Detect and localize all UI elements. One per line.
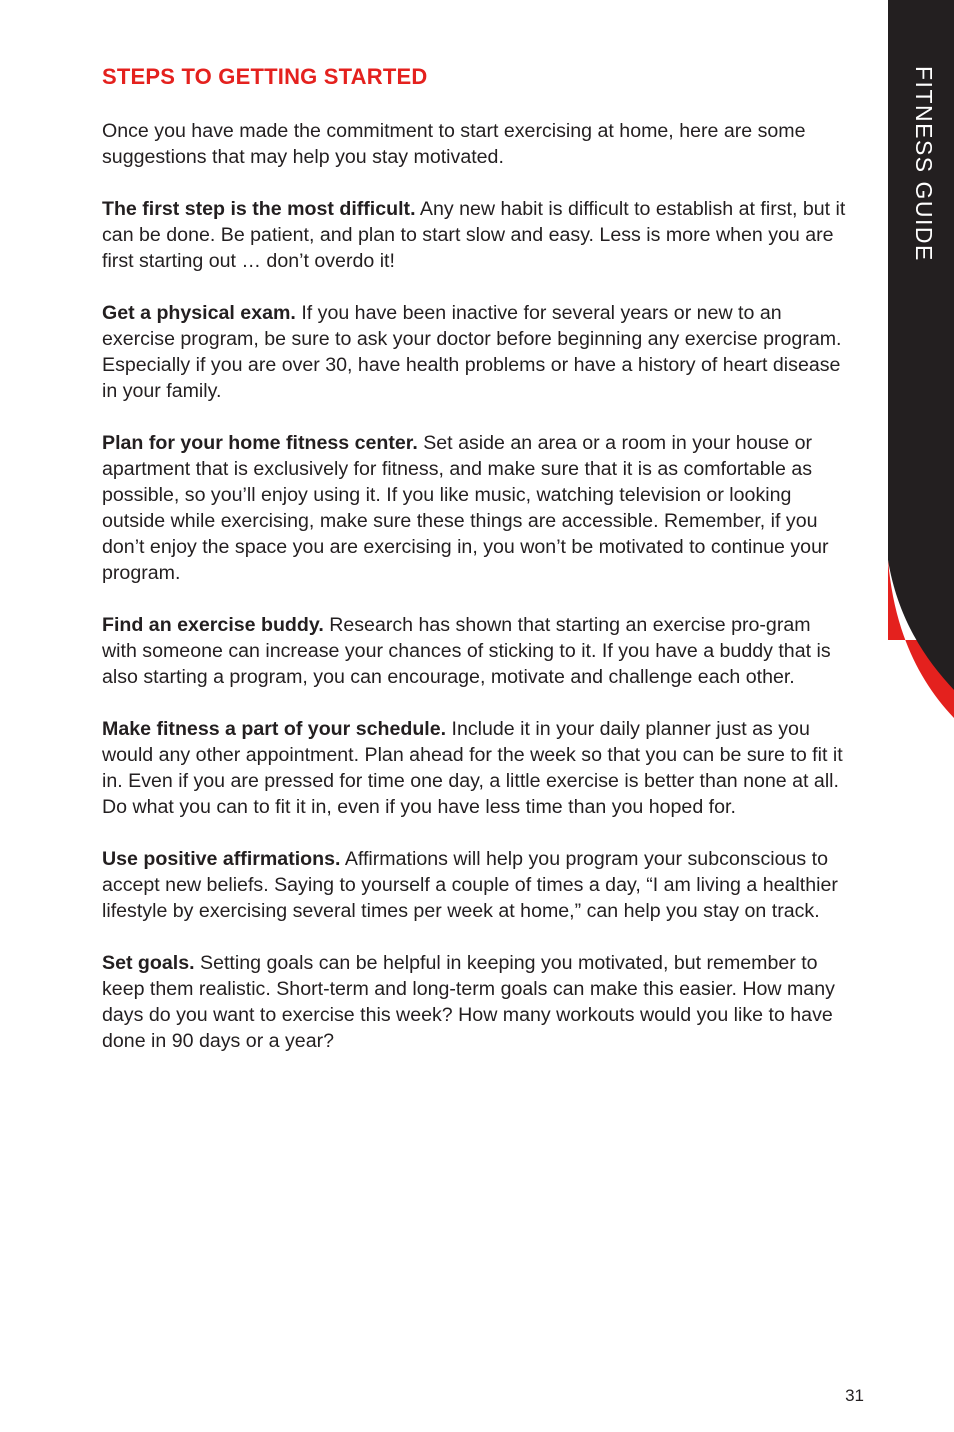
- section-side-tab: [888, 0, 954, 720]
- section-affirmations: [102, 846, 847, 924]
- section-body: Any new habit is difficult to establish at first, but it can be done. Be patient, and plan to start slow and easy. Less is more when you are first starting out … don’t overdo it!: [102, 198, 846, 272]
- section-body: Include it in your daily planner just as you would any other appointment. Plan ahead for the week so that you can be sure to fit it in. Even if you are pressed for time one day, a little exercise is better than none at all. Do what you can to fit it in, even if you have less time than you hoped for.: [102, 718, 843, 818]
- section-lead: Make fitness a part of your schedule.: [102, 718, 447, 740]
- section-body: Affirmations will help you program your subconscious to accept new beliefs. Saying to yourself a couple of times a day, “I am living a healthier lifestyle by exercising several times per week at home,” can help you stay on track.: [102, 848, 838, 922]
- section-exercise-buddy: [102, 612, 847, 690]
- section-body: If you have been inactive for several years or new to an exercise program, be sure to ask your doctor before beginning any exercise program. Especially if you are over 30, have health problems or have a history of heart disease in your family.: [102, 302, 842, 402]
- section-lead: Find an exercise buddy.: [102, 614, 324, 636]
- section-lead: Use positive affirmations.: [102, 848, 341, 870]
- section-physical-exam: [102, 300, 847, 404]
- page-heading: STEPS TO GETTING STARTED: [102, 64, 428, 89]
- section-first-step: [102, 196, 847, 274]
- section-home-fitness-center: [102, 430, 847, 586]
- main-content: [102, 62, 847, 1080]
- section-body: Setting goals can be helpful in keeping you motivated, but remember to keep them realistic. Short-term and long-term goals can make this easier. How many days do you want to exercise this week? How many workouts would you like to have done in 90 days or a year?: [102, 952, 835, 1052]
- section-lead: The first step is the most difficult.: [102, 198, 416, 220]
- intro-paragraph: Once you have made the commitment to start exercising at home, here are some suggestions that may help you stay motivated.: [102, 120, 806, 168]
- section-schedule: [102, 716, 847, 820]
- section-lead: Set goals.: [102, 952, 195, 974]
- page-number: 31: [845, 1386, 864, 1405]
- side-tab-label: FITNESS GUIDE: [911, 66, 937, 262]
- section-set-goals: [102, 950, 847, 1054]
- section-lead: Get a physical exam.: [102, 302, 296, 324]
- section-lead: Plan for your home fitness center.: [102, 432, 418, 454]
- section-body: Research has shown that starting an exercise pro-gram with someone can increase your chances of sticking to it. If you have a buddy that is also starting a program, you can encourage, motivate and challenge each other.: [102, 614, 831, 688]
- section-body: Set aside an area or a room in your house or apartment that is exclusively for fitness, and make sure that it is as comfortable as possible, so you’ll enjoy using it. If you like music, watching television or looking outside while exercising, make sure these things are accessible. Remember, if you don’t enjoy the space you are exercising in, you won’t be motivated to continue your program.: [102, 432, 829, 584]
